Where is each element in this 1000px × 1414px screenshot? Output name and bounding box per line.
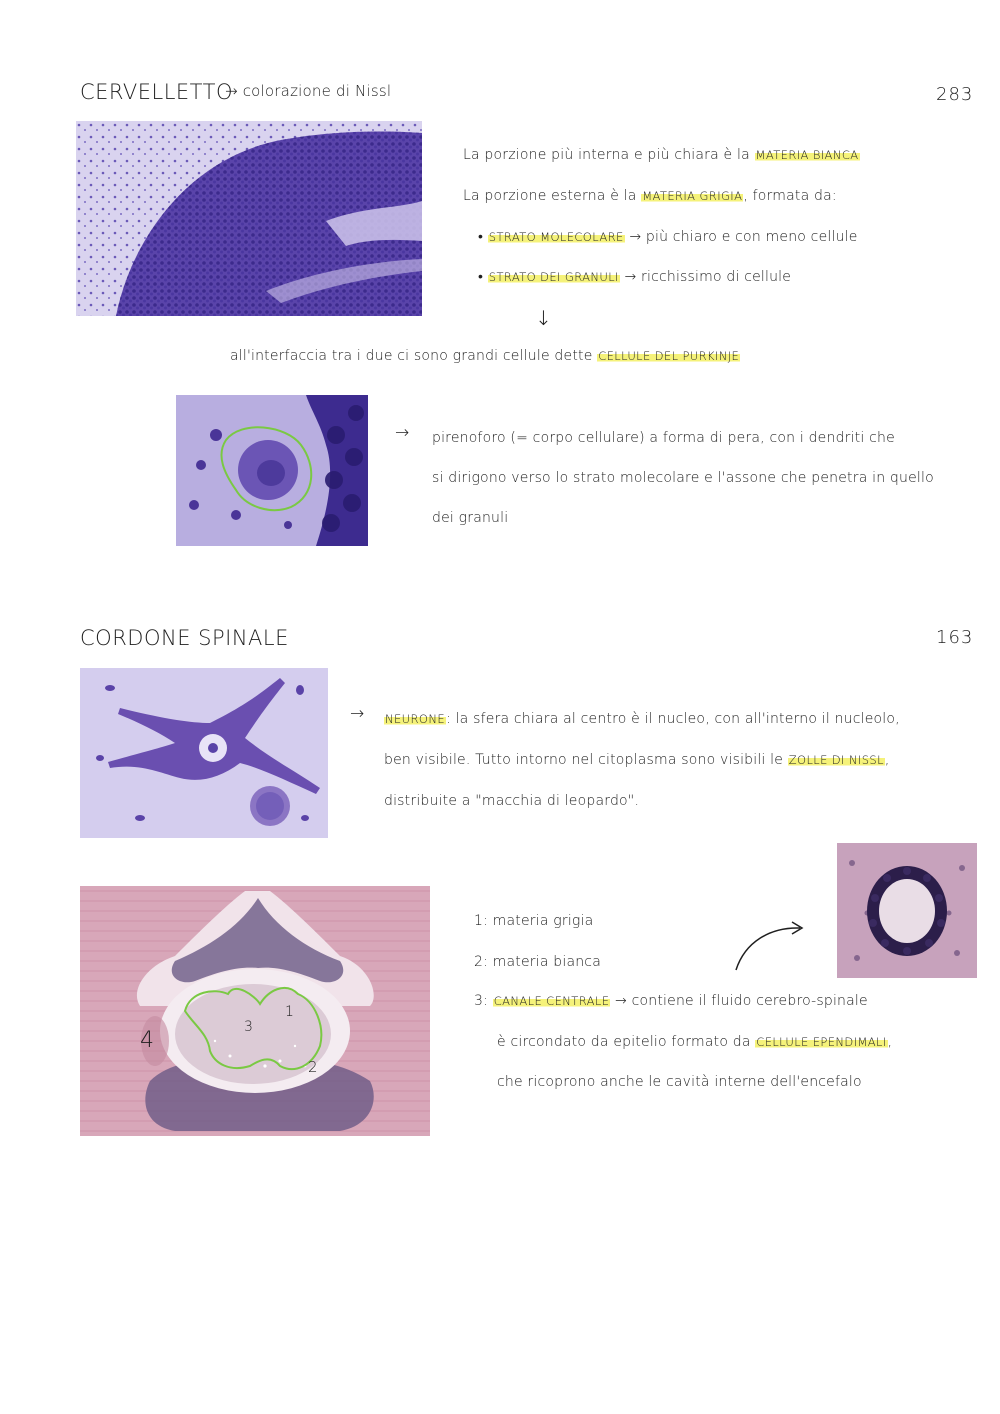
- list-item-3-desc: → contiene il fluido cerebro-spinale: [615, 993, 868, 1009]
- cord-label-1: 1: [285, 1004, 295, 1020]
- neuron-desc-line1: [384, 711, 900, 727]
- list-item-3-number: 3:: [474, 993, 489, 1009]
- bullet-icon: •: [478, 229, 484, 245]
- neuron-desc-line1-text: : la sfera chiara al centro è il nucleo, con all'interno il nucleolo,: [446, 711, 900, 727]
- list-item-3-line2-text: è circondato da epitelio formato da: [497, 1034, 751, 1050]
- down-arrow-icon: ↓: [535, 306, 552, 330]
- list-item-3: [474, 993, 868, 1009]
- highlight-materia-grigia: MATERIA GRIGIA: [642, 189, 743, 203]
- highlight-materia-bianca: MATERIA BIANCA: [755, 148, 859, 162]
- cerebellum-nissl-image: [76, 121, 422, 316]
- text-outer-portion: [463, 188, 837, 204]
- curved-arrow-icon: [730, 912, 810, 974]
- highlight-cellule-ependimali: CELLULE EPENDIMALI: [756, 1035, 887, 1049]
- section-subtitle-staining: → colorazione di Nissl: [225, 82, 392, 100]
- text-outer-portion-post: , formata da:: [743, 188, 837, 204]
- purkinje-desc-line2: si dirigono verso lo strato molecolare e l'assone che penetra in quello: [432, 470, 934, 486]
- neuron-desc-line2-post: ,: [884, 752, 890, 768]
- list-item-2: 2: materia bianca: [474, 954, 601, 970]
- bullet-molecolare-desc: → più chiaro e con meno cellule: [629, 229, 858, 245]
- highlight-strato-molecolare: STRATO MOLECOLARE: [488, 230, 624, 244]
- cord-label-2: 2: [308, 1058, 318, 1076]
- cord-label-4: 4: [140, 1028, 155, 1053]
- motor-neuron-image: [80, 668, 328, 838]
- neuron-desc-line2: [384, 752, 890, 768]
- text-interface: [230, 348, 740, 364]
- bullet-strato-molecolare: [478, 228, 858, 245]
- spinal-cord-section-image: [80, 886, 430, 1136]
- neuron-desc-line2-text: ben visibile. Tutto intorno nel citoplasma sono visibili le: [384, 752, 784, 768]
- highlight-zolle-nissl: ZOLLE DI NISSL: [788, 753, 884, 767]
- highlight-purkinje: CELLULE DEL PURKINJE: [598, 349, 740, 363]
- page-number-283: 283: [936, 84, 974, 105]
- highlight-neurone: NEURONE: [385, 712, 445, 726]
- neuron-desc-line3: distribuite a "macchia di leopardo".: [384, 793, 640, 809]
- bullet-strato-granuli: [478, 268, 791, 285]
- central-canal-image: [837, 843, 977, 978]
- cord-label-3: 3: [244, 1019, 254, 1035]
- text-interface-label: all'interfaccia tra i due ci sono grandi cellule dette: [230, 348, 593, 364]
- bullet-granuli-desc: → ricchissimo di cellule: [624, 269, 792, 285]
- purkinje-desc-line1: pirenoforo (= corpo cellulare) a forma di pera, con i dendriti che: [432, 430, 895, 446]
- text-inner-portion-label: La porzione più interna e più chiara è la: [463, 147, 750, 163]
- list-item-1: 1: materia grigia: [474, 913, 594, 929]
- bullet-icon: •: [478, 269, 484, 285]
- list-item-3-line3: che ricoprono anche le cavità interne dell'encefalo: [497, 1074, 862, 1090]
- purkinje-desc-line3: dei granuli: [432, 510, 509, 526]
- text-inner-portion: [463, 147, 860, 163]
- list-item-3-line2: [497, 1034, 892, 1050]
- highlight-canale-centrale: CANALE CENTRALE: [493, 994, 610, 1008]
- page-number-163: 163: [936, 627, 974, 648]
- text-outer-portion-label: La porzione esterna è la: [463, 188, 637, 204]
- list-item-3-line2-post: ,: [887, 1034, 893, 1050]
- neuron-arrow-icon: →: [350, 704, 365, 724]
- purkinje-arrow-icon: →: [395, 423, 410, 443]
- highlight-strato-granuli: STRATO DEI GRANULI: [488, 270, 619, 284]
- section-title-cordone-spinale: CORDONE SPINALE: [80, 626, 289, 650]
- purkinje-cell-image: [176, 395, 368, 546]
- section-title-cervelletto: CERVELLETTO: [80, 80, 233, 104]
